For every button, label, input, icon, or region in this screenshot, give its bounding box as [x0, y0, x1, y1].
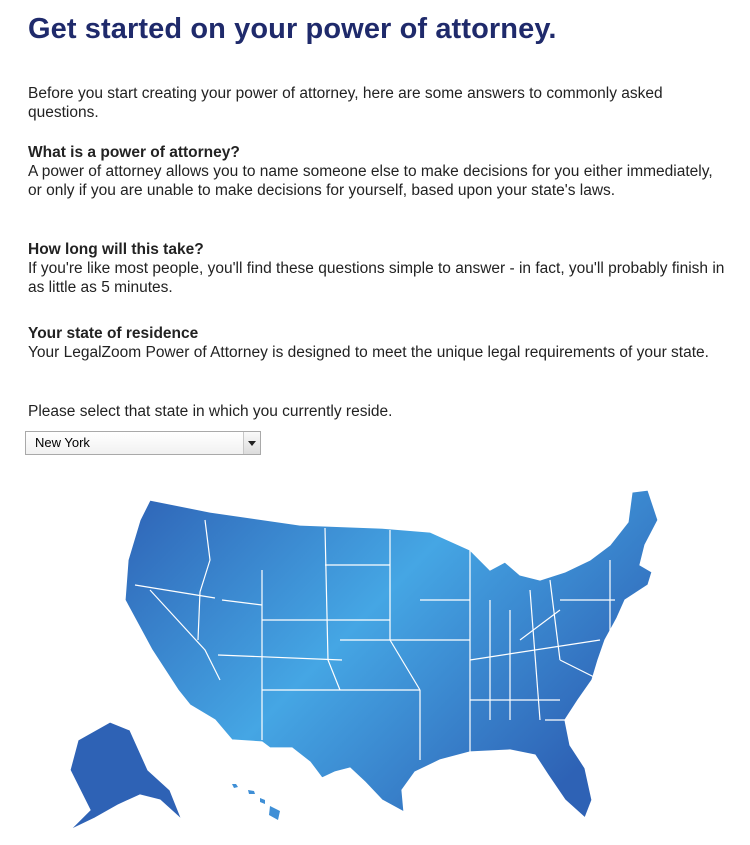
faq-body: Your LegalZoom Power of Attorney is designed to meet the unique legal requirements of your state. — [28, 344, 709, 361]
faq-state-of-residence — [28, 324, 728, 362]
faq-body: If you're like most people, you'll find these questions simple to answer - in fact, you'll probably finish in as little as 5 minutes. — [28, 260, 725, 296]
faq-heading: What is a power of attorney? — [28, 144, 240, 161]
faq-what-is-poa — [28, 143, 728, 200]
contiguous-us-shape[interactable] — [125, 490, 658, 818]
faq-heading: How long will this take? — [28, 241, 204, 258]
chevron-down-icon[interactable] — [243, 432, 260, 454]
faq-body: A power of attorney allows you to name someone else to make decisions for you either immediately, or only if you are unable to make decisions for yourself, based upon your state's laws. — [28, 163, 713, 199]
faq-how-long — [28, 240, 728, 297]
state-select-dropdown[interactable] — [25, 431, 261, 455]
page-title: Get started on your power of attorney. — [28, 13, 557, 45]
state-select-prompt: Please select that state in which you currently reside. — [28, 403, 393, 420]
faq-heading: Your state of residence — [28, 325, 199, 342]
state-select-value: New York — [35, 435, 90, 450]
us-states-map-icon — [70, 490, 658, 830]
us-map[interactable] — [0, 480, 750, 845]
intro-text: Before you start creating your power of attorney, here are some answers to commonly asked questions. — [28, 85, 663, 121]
alaska-shape[interactable] — [70, 722, 182, 830]
hawaii-shape[interactable] — [232, 784, 280, 820]
